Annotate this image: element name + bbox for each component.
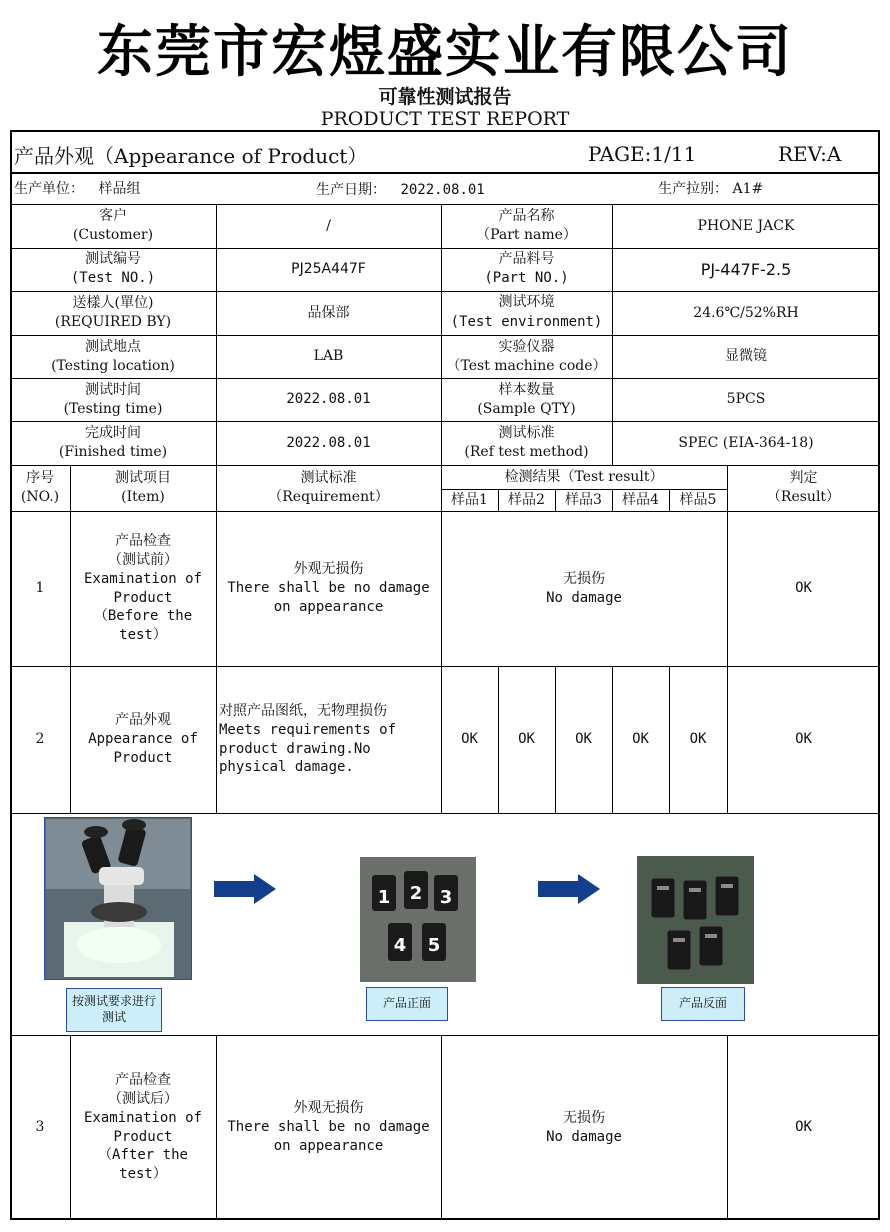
method-label-en: (Ref test method) [464,444,589,460]
row2-item-line: Product [113,749,173,766]
row2-item-line: Appearance of [88,731,198,748]
row1-requirement-line: There shall be no damage [227,580,430,597]
row1-no: 1 [35,580,45,597]
col-requirement-header-cn: 测试标准 [300,470,357,487]
col-sample-1: 样品1 [451,491,488,508]
product-back-photo [637,856,754,984]
row2-requirement-line: product drawing.No [219,740,371,757]
testing-time-label-en: (Testing time) [63,400,163,417]
sample-number-label: 4 [393,935,407,956]
row1-result-line: No damage [546,589,622,606]
report-title-cn: 可靠性测试报告 [378,86,512,108]
row2-verdict: OK [795,731,812,748]
row3-item-line: （After the [98,1147,188,1164]
required-by-label-en: (REQUIRED BY) [54,314,172,330]
row1-item-line: 产品检查 [115,532,171,549]
row3-result-line: 无损伤 [563,1109,605,1126]
row1-result-line: 无损伤 [563,570,605,587]
sample-qty-value: 5PCS [726,391,766,408]
sample-qty-label-en: (Sample QTY) [477,400,576,417]
col-result-header: 检测结果（Test result） [504,468,664,485]
divider [10,813,880,814]
microscope-photo [44,817,192,980]
part-name-label-en: （Part name） [476,227,577,243]
col-requirement-header-en: （Requirement） [268,489,389,505]
environment-label-en: (Test environment) [450,313,603,330]
location-value: LAB [313,348,344,365]
row1-item-line: （测试前） [108,551,178,568]
row2-sample-5: OK [689,731,707,748]
col-verdict-header [727,465,880,511]
part-no-label-en: (Part NO.) [484,270,569,287]
row1-item-line: Product [113,589,173,606]
row3-item [70,1035,216,1220]
col-sample-5: 样品5 [679,491,717,508]
customer-label [10,204,216,248]
col-item-header [70,465,216,511]
sample-number-label: 1 [377,887,391,908]
part-name-value: PHONE JACK [697,217,795,234]
part-name-label [441,204,612,248]
row2-sample-4: OK [632,731,649,748]
row2-item-line: 产品外观 [115,712,171,729]
row1-verdict: OK [795,580,812,597]
location-label-cn: 测试地点 [85,338,141,355]
sample-qty-label-cn: 样本数量 [498,381,555,398]
production-unit [14,180,140,199]
row3-requirement [216,1035,441,1220]
machine-label-cn: 实验仪器 [498,338,555,355]
row2-item [70,666,216,813]
row1-requirement [216,511,441,666]
col-sample-3: 样品3 [565,491,602,508]
row2-sample-1: OK [461,731,478,748]
environment-label-cn: 测试环境 [498,294,555,311]
row3-requirement-line: 外观无损伤 [293,1100,364,1117]
col-sample-2: 样品2 [508,491,545,508]
row1-item-line: test） [119,627,167,644]
finished-time-label [10,421,216,465]
row2-no: 2 [35,731,45,748]
section-title: 产品外观（Appearance of Product） [14,144,368,168]
customer-label-cn: 客户 [99,208,127,225]
method-label [441,421,612,465]
row3-item-line: test） [119,1166,167,1183]
sample-number-label: 5 [427,935,441,956]
arrow-right-icon [536,872,602,906]
part-no-label [441,248,612,291]
col-sample-4: 样品4 [622,491,659,508]
row1-item-line: （Before the [93,608,193,625]
row1-requirement-line: on appearance [273,598,384,615]
col-requirement-header [216,465,441,511]
col-no-header-cn: 序号 [26,470,54,487]
row2-requirement [219,666,441,813]
finished-time-label-en: (Finished time) [58,444,168,460]
row3-verdict: OK [795,1119,812,1136]
product-front-photo [360,857,476,982]
finished-time-value: 2022.08.01 [286,434,371,451]
col-verdict-header-en: （Result） [766,489,841,505]
test-no-label [10,248,216,291]
report-title-en: PRODUCT TEST REPORT [320,108,570,130]
col-verdict-header-cn: 判定 [789,470,818,487]
company-name: 东莞市宏煜盛实业有限公司 [97,20,793,85]
row3-requirement-line: There shall be no damage [227,1119,430,1136]
row3-item-line: 产品检查 [115,1071,171,1088]
location-label [10,335,216,378]
sample-number-label: 3 [439,887,453,908]
required-by-value: 品保部 [307,304,350,321]
required-by-label [10,291,216,335]
sample-number-label: 2 [409,883,423,904]
production-date-value: 2022.08.01 [400,182,485,198]
caption-front: 产品正面 [366,987,448,1021]
row1-requirement-line: 外观无损伤 [293,561,364,578]
testing-time-value: 2022.08.01 [286,391,371,408]
test-no-label-en: (Test NO.) [70,270,156,287]
part-no-label-cn: 产品料号 [498,250,555,267]
customer-label-en: (Customer) [72,227,154,243]
testing-time-label-cn: 测试时间 [85,381,141,398]
row2-sample-3: OK [575,731,592,748]
test-no-value: PJ25A447F [291,261,366,278]
arrow-right-icon [212,872,278,906]
production-line [658,180,763,199]
col-no-header-en: (NO.) [20,489,60,505]
sample-qty-label [441,378,612,421]
machine-label [441,335,612,378]
machine-label-en: （Test machine code） [446,357,607,374]
testing-time-label [10,378,216,421]
row2-sample-2: OK [518,731,535,748]
row2-requirement-line: physical damage. [219,759,354,776]
method-value: SPEC (EIA-364-18) [678,434,814,451]
row3-no: 3 [35,1119,45,1136]
location-label-en: (Testing location) [51,357,175,374]
caption-back: 产品反面 [661,987,745,1021]
production-unit-value: 样品组 [98,181,141,197]
page-number: PAGE:1/11 [588,142,697,166]
row3-item-line: Product [113,1128,173,1145]
production-unit-label: 生产单位： [14,181,84,197]
production-date [316,180,485,201]
row3-item-line: Examination of [83,1109,202,1126]
part-no-value: PJ-447F-2.5 [700,259,792,279]
row1-item-line: Examination of [83,570,202,587]
row3-result [441,1035,727,1220]
machine-value: 显微镜 [725,348,767,365]
customer-value: / [326,217,331,234]
row2-requirement-line: Meets requirements of [219,721,397,738]
divider [10,172,880,174]
part-name-label-cn: 产品名称 [498,208,555,225]
production-line-value: A1# [732,181,764,197]
col-item-header-en: (Item) [121,489,165,505]
row2-requirement-line: 对照产品图纸，无物理损伤 [219,702,387,719]
row3-requirement-line: on appearance [273,1137,384,1154]
method-label-cn: 测试标准 [498,425,555,442]
finished-time-label-cn: 完成时间 [85,425,141,442]
row1-result [441,511,727,666]
caption-testing: 按测试要求进行测试 [66,988,162,1032]
production-line-label: 生产拉别： [658,181,728,197]
row3-item-line: （测试后） [108,1090,178,1107]
production-date-label: 生产日期： [316,182,386,198]
environment-value: 24.6℃/52%RH [693,304,799,321]
col-no-header [10,465,70,511]
row1-item [70,511,216,666]
revision: REV:A [778,142,842,166]
col-item-header-cn: 测试项目 [115,470,171,487]
required-by-label-cn: 送樣人(單位) [72,295,154,312]
row3-result-line: No damage [546,1128,622,1145]
test-no-label-cn: 测试编号 [85,250,141,267]
environment-label [441,291,612,335]
